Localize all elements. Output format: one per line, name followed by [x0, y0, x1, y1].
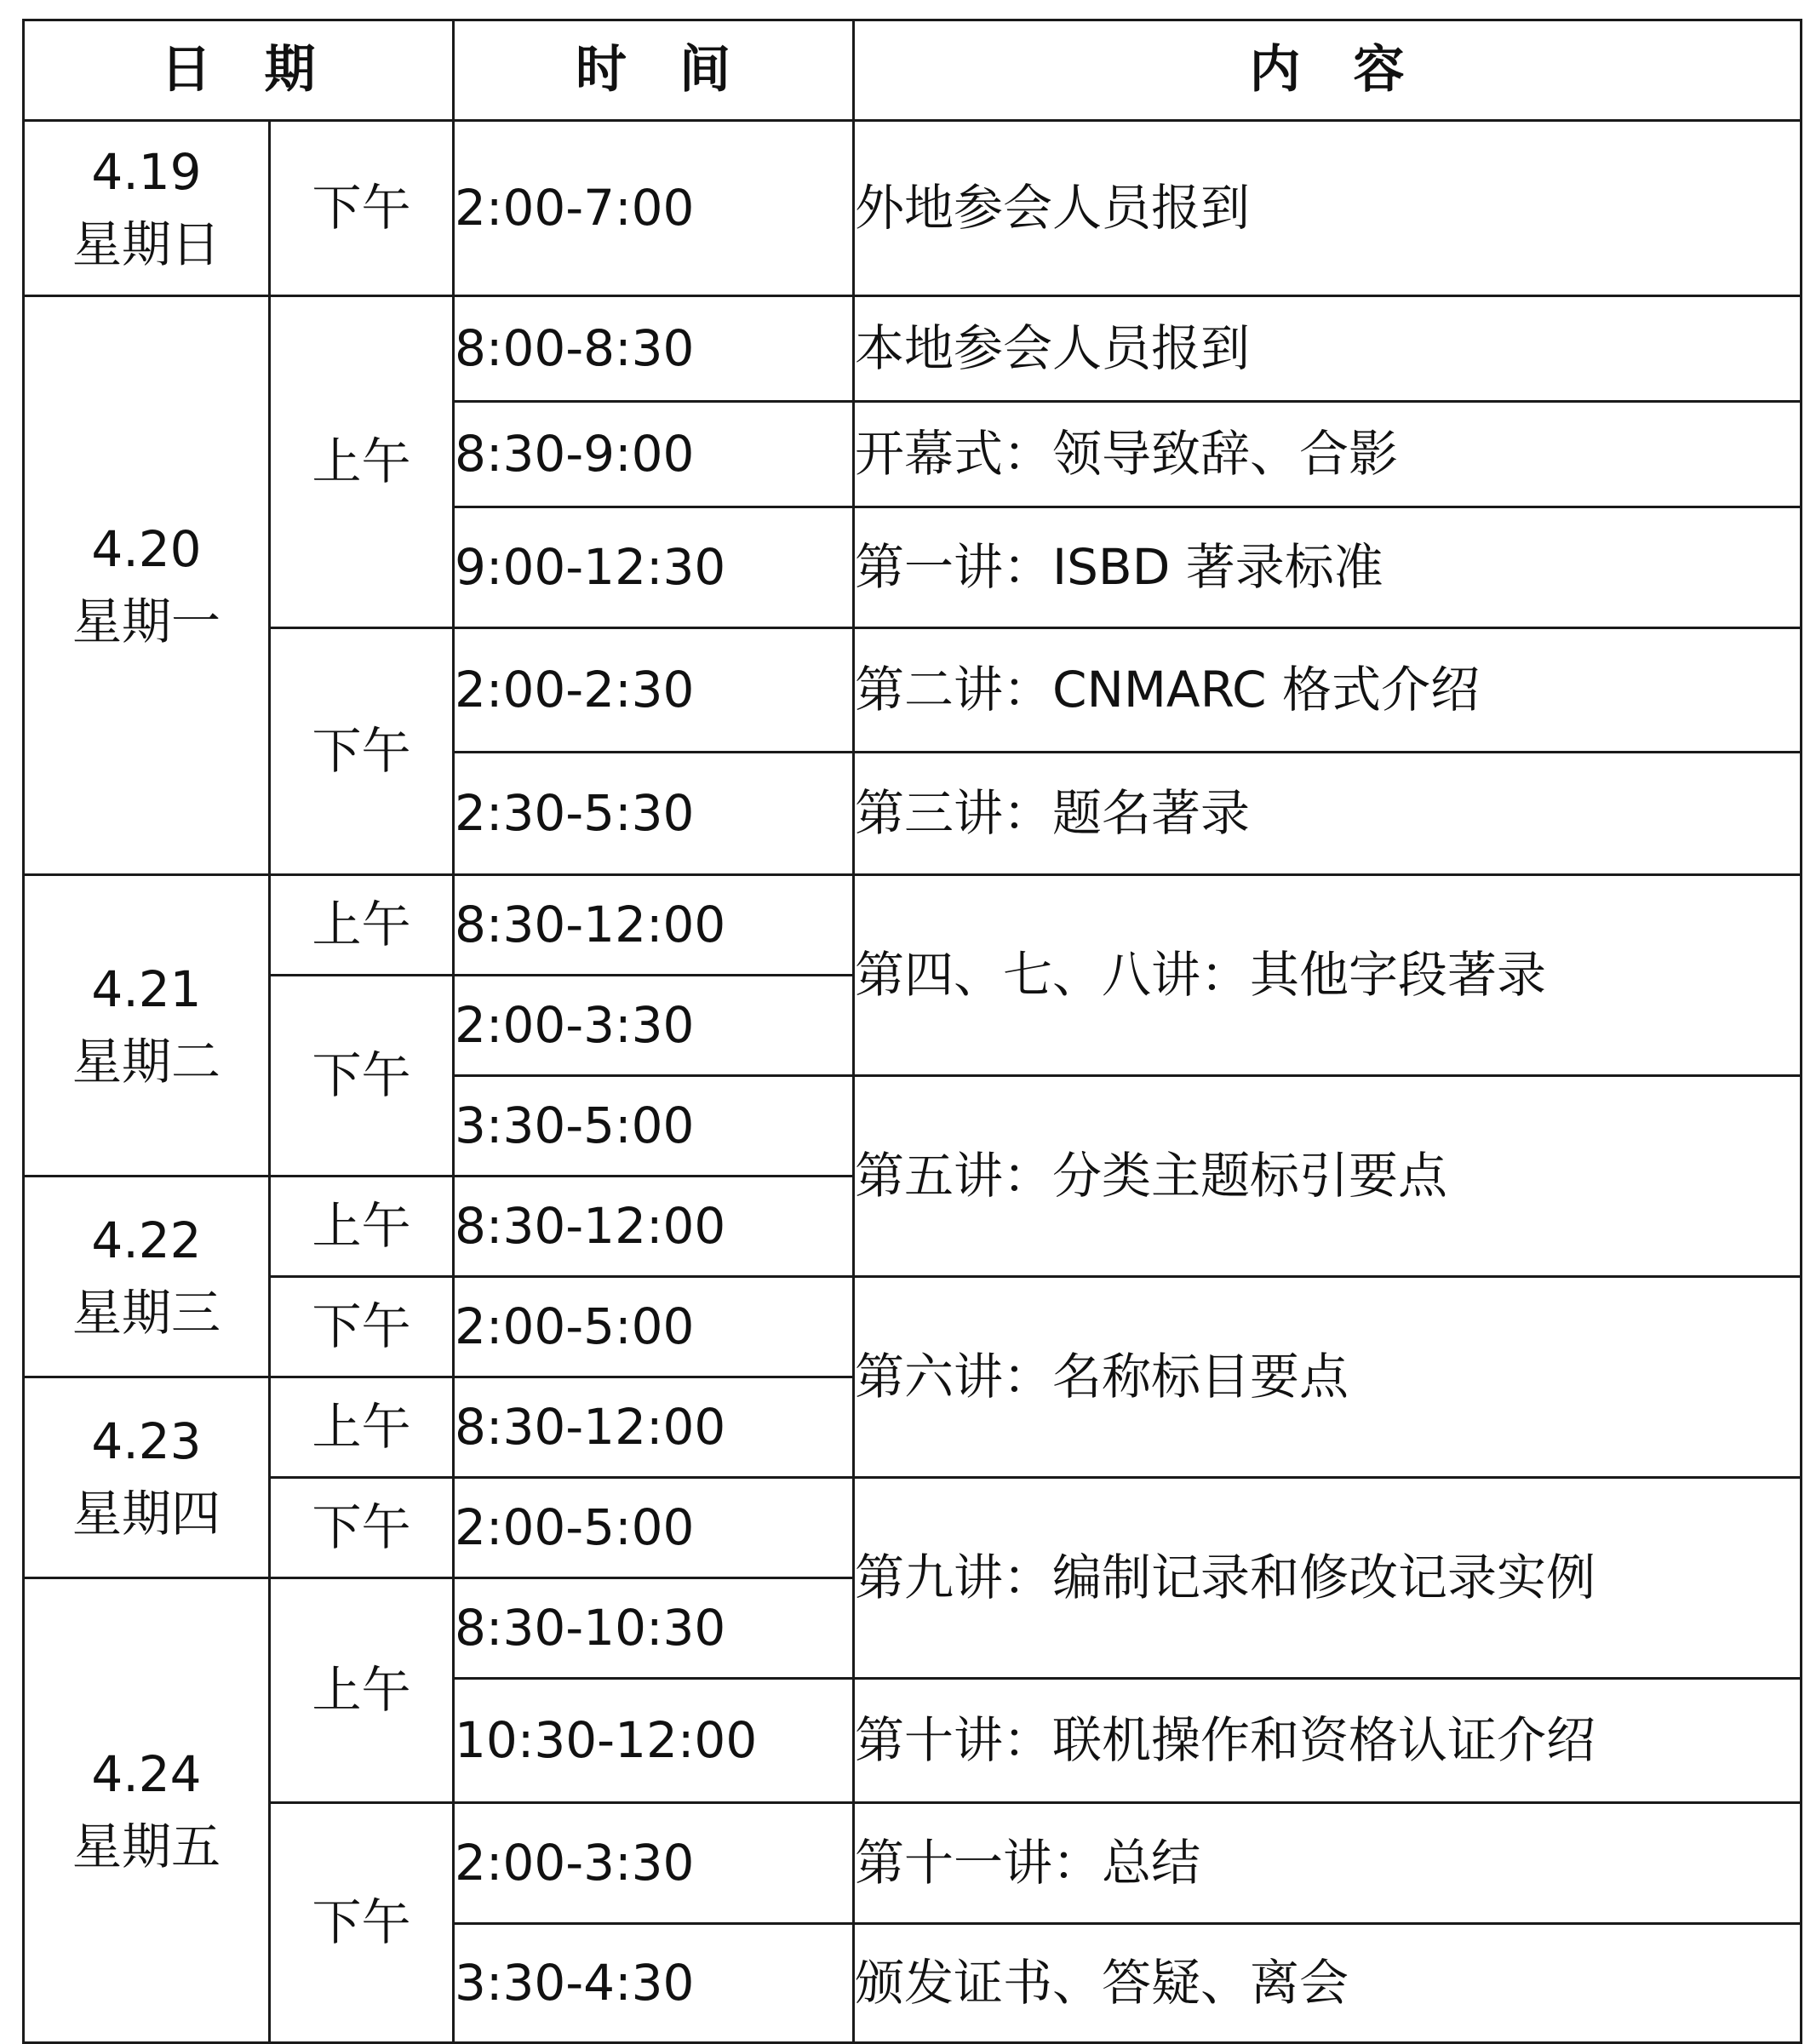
period-pm: 下午: [270, 628, 454, 875]
date-number: 4.20: [91, 519, 202, 578]
header-row: [24, 20, 1802, 121]
content-cell: 第四、七、八讲：其他字段著录: [854, 875, 1802, 1076]
time-cell: 8:30-12:00: [454, 1377, 854, 1478]
content-cell: 颁发证书、答疑、离会: [854, 1924, 1802, 2043]
content-cell: 第五讲：分类主题标引要点: [854, 1076, 1802, 1277]
table-row: [24, 296, 1802, 402]
table-row: [24, 1478, 1802, 1578]
date-number: 4.23: [91, 1411, 202, 1470]
time-cell: 2:00-5:00: [454, 1277, 854, 1377]
content-cell: 开幕式：领导致辞、合影: [854, 402, 1802, 507]
weekday: 星期四: [72, 1484, 221, 1543]
table-row: [24, 1277, 1802, 1377]
header-time: 时 间: [454, 20, 854, 121]
content-cell: 外地参会人员报到: [854, 121, 1802, 296]
time-cell: 9:00-12:30: [454, 507, 854, 628]
content-cell: 第一讲：ISBD 著录标准: [854, 507, 1802, 628]
period-am: 上午: [270, 1578, 454, 1803]
period-pm: 下午: [270, 1803, 454, 2043]
table-row: [24, 875, 1802, 976]
time-cell: 3:30-5:00: [454, 1076, 854, 1177]
weekday: 星期一: [72, 592, 221, 650]
time-cell: 8:30-12:00: [454, 1177, 854, 1277]
period-am: 上午: [270, 875, 454, 976]
content-cell: 第九讲：编制记录和修改记录实例: [854, 1478, 1802, 1679]
content-cell: 第十一讲：总结: [854, 1803, 1802, 1924]
content-cell: 第十讲：联机操作和资格认证介绍: [854, 1679, 1802, 1803]
date-cell: [24, 1177, 270, 1377]
period-am: 上午: [270, 1177, 454, 1277]
header-content: 内 容: [854, 20, 1802, 121]
date-cell: [24, 1578, 270, 2043]
table-row: [24, 1803, 1802, 1924]
time-cell: 2:00-3:30: [454, 976, 854, 1076]
header-date: 日 期: [24, 20, 454, 121]
time-cell: 8:00-8:30: [454, 296, 854, 402]
content-cell: 第六讲：名称标目要点: [854, 1277, 1802, 1478]
content-cell: 第三讲：题名著录: [854, 753, 1802, 875]
period-pm: 下午: [270, 121, 454, 296]
time-cell: 2:00-5:00: [454, 1478, 854, 1578]
table-row: [24, 121, 1802, 296]
time-cell: 10:30-12:00: [454, 1679, 854, 1803]
time-cell: 8:30-12:00: [454, 875, 854, 976]
table-row: [24, 628, 1802, 753]
time-cell: 8:30-9:00: [454, 402, 854, 507]
period-pm: 下午: [270, 1277, 454, 1377]
period-pm: 下午: [270, 1478, 454, 1578]
weekday: 星期日: [72, 215, 221, 273]
weekday: 星期五: [72, 1817, 221, 1875]
weekday: 星期三: [72, 1283, 221, 1342]
time-cell: 3:30-4:30: [454, 1924, 854, 2043]
weekday: 星期二: [72, 1032, 221, 1091]
content-cell: 本地参会人员报到: [854, 296, 1802, 402]
time-cell: 2:00-7:00: [454, 121, 854, 296]
content-cell: 第二讲：CNMARC 格式介绍: [854, 628, 1802, 753]
period-pm: 下午: [270, 976, 454, 1177]
time-cell: 8:30-10:30: [454, 1578, 854, 1679]
date-cell: [24, 121, 270, 296]
date-cell: [24, 296, 270, 875]
schedule-table: [22, 19, 1802, 2044]
date-number: 4.19: [91, 142, 202, 201]
time-cell: 2:30-5:30: [454, 753, 854, 875]
period-am: 上午: [270, 296, 454, 628]
time-cell: 2:00-2:30: [454, 628, 854, 753]
time-cell: 2:00-3:30: [454, 1803, 854, 1924]
period-am: 上午: [270, 1377, 454, 1478]
date-number: 4.24: [91, 1744, 202, 1803]
date-number: 4.21: [91, 959, 202, 1018]
date-number: 4.22: [91, 1211, 202, 1269]
date-cell: [24, 1377, 270, 1578]
date-cell: [24, 875, 270, 1177]
